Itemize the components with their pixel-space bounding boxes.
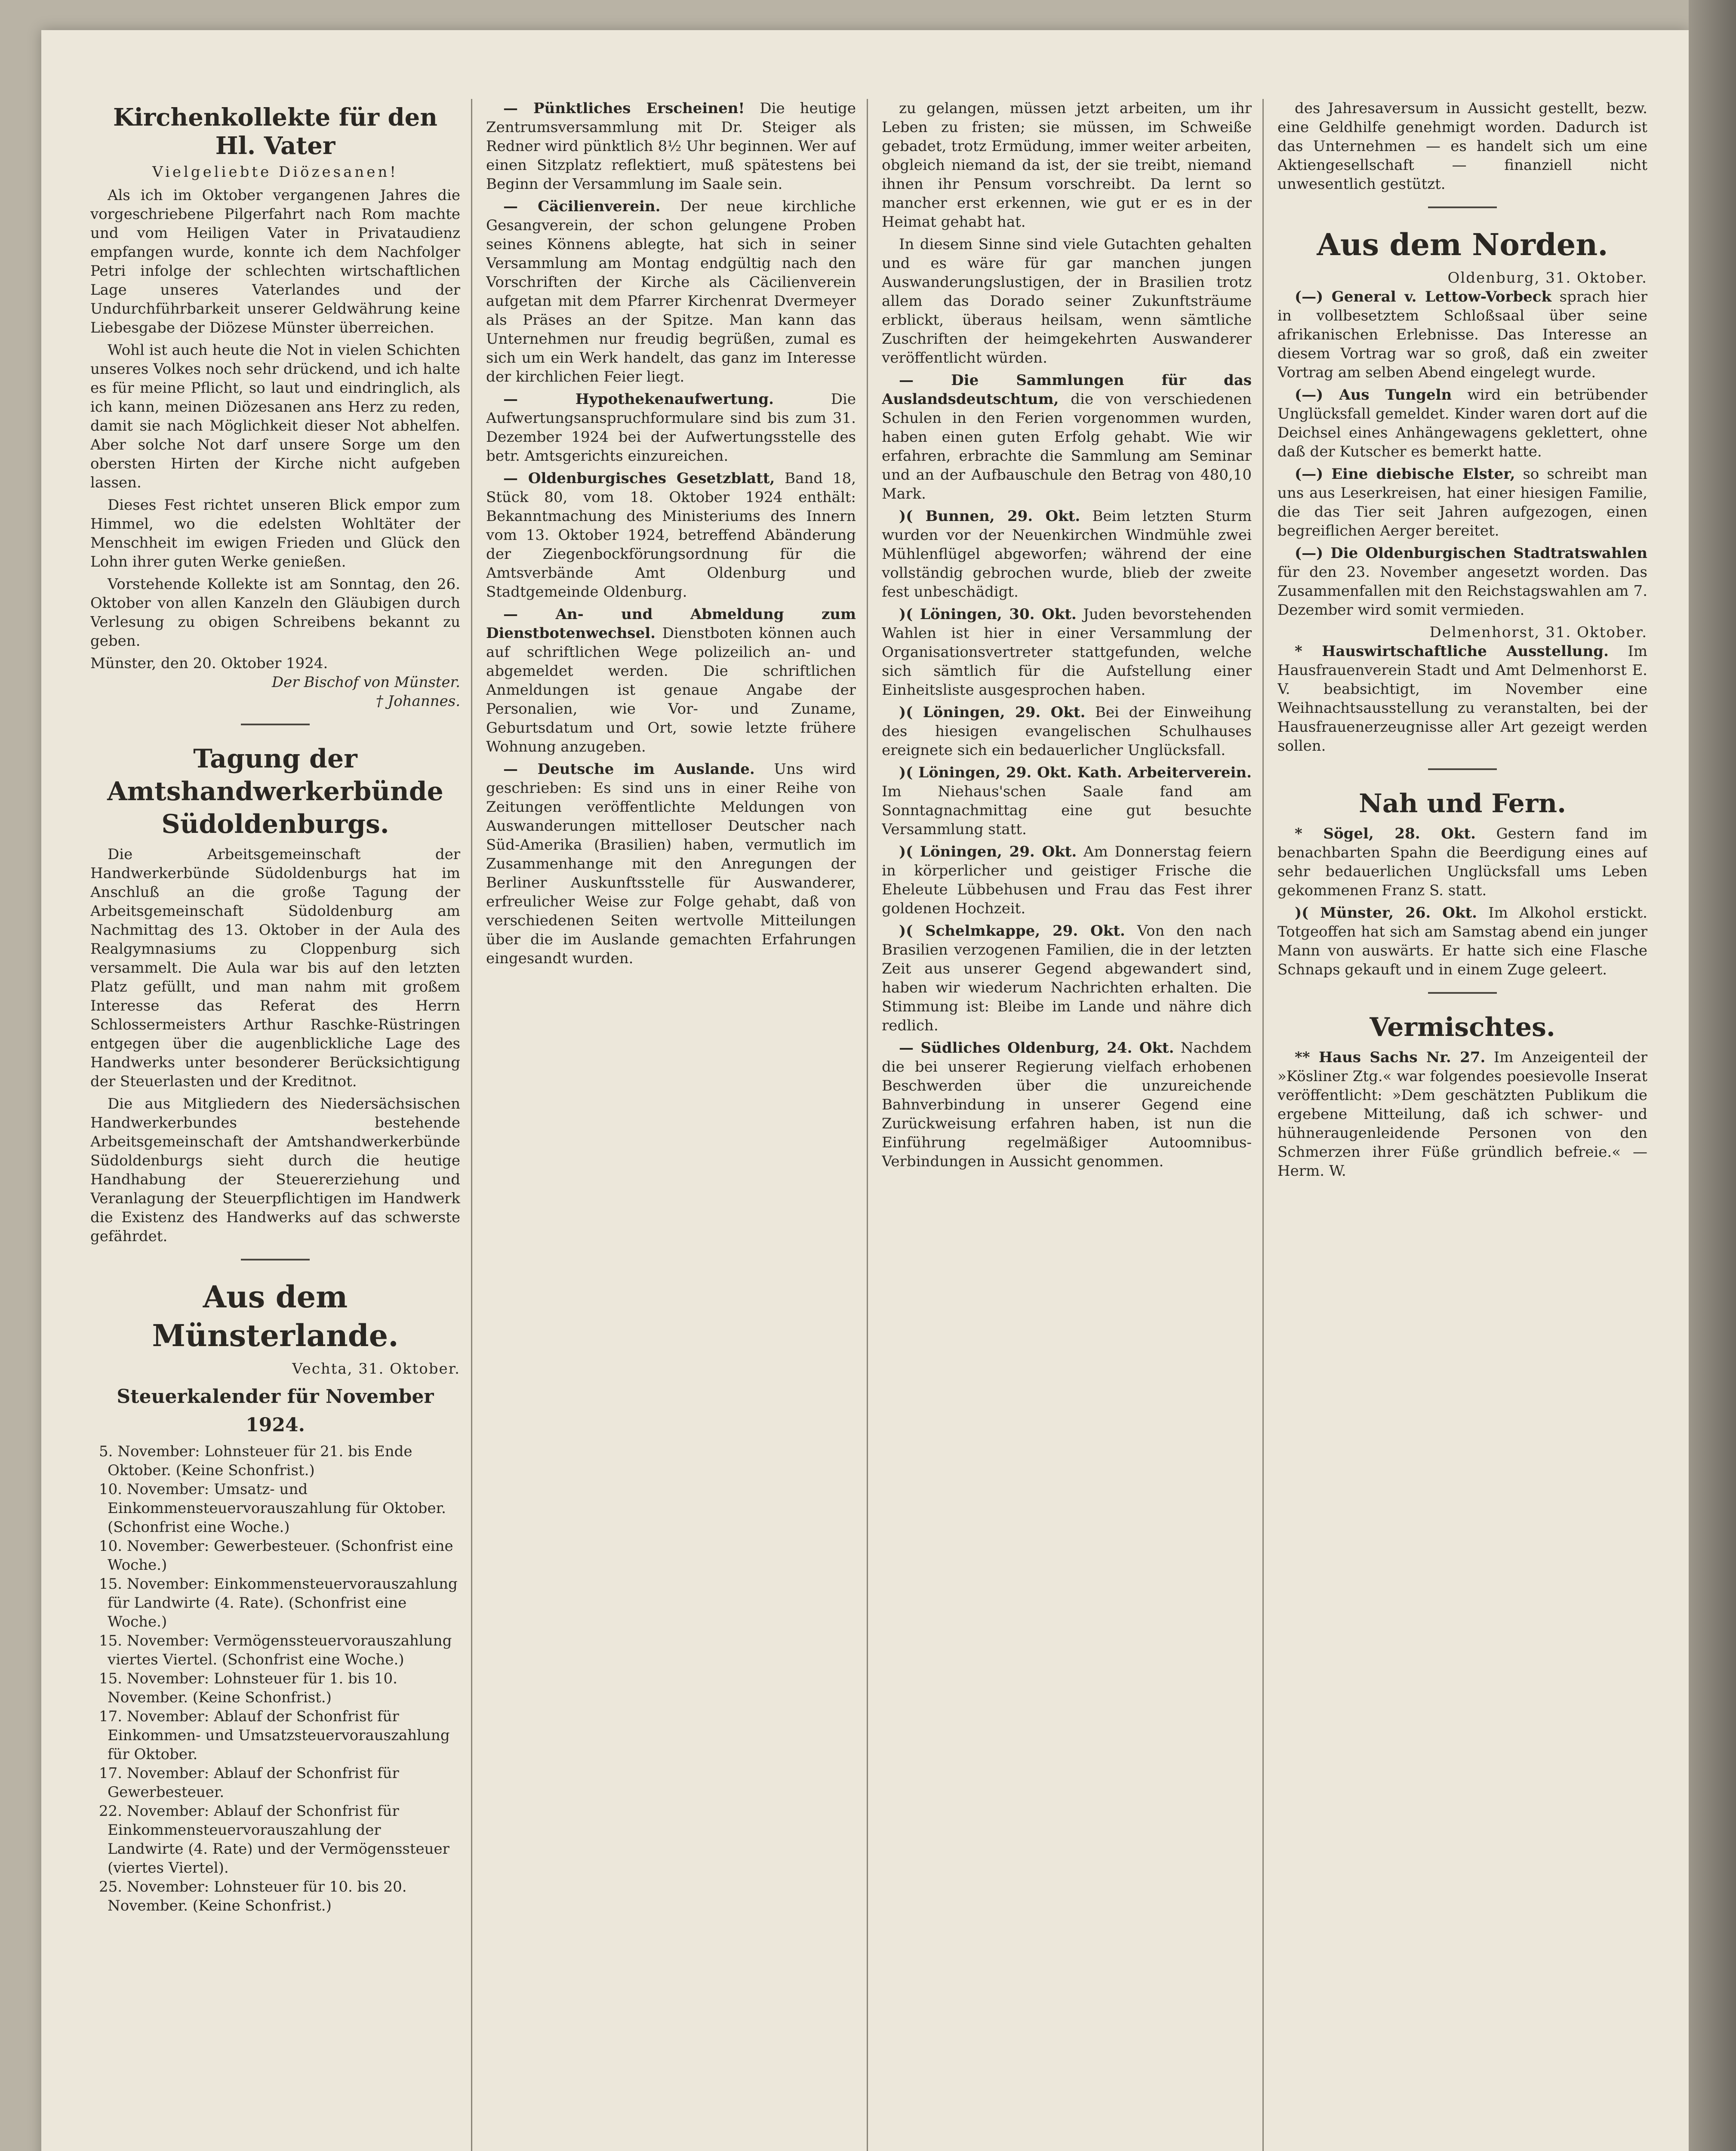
calendar-entry: 15. November: Lohnsteuer für 1. bis 10. November. (Keine Schonfrist.) [99,1670,397,1706]
item-lead: (—) General v. Lettow-Vorbeck [1295,288,1552,305]
item-lead: — Cäcilienverein. [503,198,661,215]
news-item [882,507,1252,601]
calendar-title: Steuerkalender für November 1924. [117,1386,434,1436]
article-paragraph: Als ich im Oktober vergangenen Jahres die vorgeschriebene Pilgerfahrt nach Rom machte und vom Heiligen Vater in Privataudienz empfangen wurde, konnte ich dem Nachfolger Petri infolge der schlechten wirtschaftlichen Lage unseres Vaterlandes und der Undurchführbarkeit unserer Geldwährung keine Liebesgabe der Diözese Münster überreichen. [90,187,460,336]
news-item [1277,824,1647,900]
item-text: Uns wird geschrieben: Es sind uns in einer Reihe von Zeitungen veröffentlichte Meldungen von Auswanderungen mittelloser Deutscher nach Süd-Amerika (Brasilien) haben, vermutlich im Zusammenhange mit den Anregungen der Berliner Auskunftsstelle für Auswanderer, erfreulicher Weise zur Folge gehabt, daß von verschiedenen Seiten wertvolle Mitteilungen über die im Auslande gemachten Erfahrungen eingesandt wurden. [486,761,856,967]
news-item [1277,903,1647,979]
tax-calendar [90,1442,460,1915]
item-lead: )( Löningen, 30. Okt. [899,606,1077,623]
news-item [1277,465,1647,540]
item-lead: ** Haus Sachs Nr. 27. [1295,1049,1486,1066]
news-item [486,99,856,194]
item-lead: )( Löningen, 29. Okt. [899,843,1077,860]
item-text: Am Donnerstag feiern in körperlicher und geistiger Frische die Eheleute Lübbehusen und Frau das Fest ihrer goldenen Hochzeit. [882,843,1252,917]
column-rule [1262,99,1264,2151]
item-text: sprach hier in vollbesetztem Schloßsaal über seine afrikanischen Erlebnisse. Das Interesse an diesem Vortrag war so groß, daß ein zweiter Vortrag am selben Abend eingelegt wurde. [1277,288,1647,381]
article-paragraph: des Jahresaversum in Aussicht gestellt, bezw. eine Geldhilfe genehmigt worden. Dadurch ist das Unternehmen — es handelt sich um eine Aktiengesellschaft — finanziell nicht unwesentlich gestützt. [1277,100,1647,193]
news-item [486,760,856,968]
item-text: Beim letzten Sturm wurden vor der Neuenkirchen Windmühle zwei Mühlenflügel abgeworfen; während der eine vollständig gebrochen wurde, blieb der zweite fest unbeschädigt. [882,508,1252,601]
item-lead: — Hypothekenaufwertung. [503,391,774,408]
dateline: Oldenburg, 31. Oktober. [1447,269,1647,287]
item-lead: * Hauswirtschaftliche Ausstellung. [1295,643,1609,660]
item-lead: — An- und Abmeldung zum Dienstbotenwechsel. [486,606,856,642]
article-paragraph: In diesem Sinne sind viele Gutachten gehalten und es wäre für gar manchen jungen Auswanderungslustigen, der in Brasilien trotz allem das Dorado seiner Zukunftsträume erblickt, überaus heilsam, wenn sämtliche Zuschriften der heimgekehrten Auswanderer veröffentlicht würden. [882,236,1252,367]
section-headline: Aus dem Münsterlande. [152,1279,399,1353]
item-text: Die Aufwertungsanspruchformulare sind bis zum 31. Dezember 1924 bei der Aufwertungsstelle des betr. Amtsgerichts einzureichen. [486,391,856,465]
item-lead: — Pünktliches Erscheinen! [503,100,745,117]
calendar-entry: 17. November: Ablauf der Schonfrist für Einkommen- und Umsatzsteuervorauszahlung für Oktober. [99,1708,450,1763]
news-item [882,1039,1252,1171]
item-text: Nachdem die bei unserer Regierung vielfach erhobenen Beschwerden über die unzureichende Bahnverbindung in unserer Gegend eine Zurückweisung erfahren haben, ist nun die Einführung regelmäßiger Autoomnibus-Verbindungen in Aussicht genommen. [882,1039,1252,1170]
news-item [486,197,856,386]
item-lead: )( Münster, 26. Okt. [1295,904,1477,921]
column-2 [486,99,856,2151]
item-lead: — Oldenburgisches Gesetzblatt, [503,470,775,487]
item-lead: )( Bunnen, 29. Okt. [899,508,1080,525]
place-date: Münster, den 20. Oktober 1924. [90,655,328,672]
section-headline: Nah und Fern. [1359,789,1566,819]
news-item [1277,287,1647,382]
item-text: Bei der Einweihung des hiesigen evangelischen Schulhauses ereignete sich ein bedauerlicher Unglücksfall. [882,704,1252,759]
news-item [882,921,1252,1035]
news-item [882,703,1252,760]
section-headline: Aus dem Norden. [1317,227,1608,262]
calendar-entry: 10. November: Gewerbesteuer. (Schonfrist eine Woche.) [99,1538,453,1574]
item-text: Die heutige Zentrumsversammlung mit Dr. Steiger als Redner wird pünktlich 8½ Uhr beginnen. Wer auf einen Sitzplatz reflektiert, muß spätestens bei Beginn der Versammlung im Saale sein. [486,100,856,193]
item-lead: * Sögel, 28. Okt. [1295,825,1476,842]
calendar-entry: 10. November: Umsatz- und Einkommensteuervorauszahlung für Oktober. (Schonfrist eine Woche.) [99,1481,446,1536]
calendar-entry: 25. November: Lohnsteuer für 10. bis 20. November. (Keine Schonfrist.) [99,1878,407,1914]
news-item [1277,385,1647,461]
news-item [1277,1048,1647,1180]
item-text: Im Niehaus'schen Saale fand am Sonntagnachmittag eine gut besuchte Versammlung statt. [882,783,1252,838]
article-paragraph: Die Arbeitsgemeinschaft der Handwerkerbünde Südoldenburgs hat im Anschluß an die große Tagung der Arbeitsgemeinschaft Südoldenburg am Nachmittag des 13. Oktober in der Aula des Realgymnasiums zu Cloppenburg sich versammelt. Die Aula war bis auf den letzten Platz gefüllt, und man nahm mit großem Interesse das Referat des Herrn Schlossermeisters Arthur Raschke-Rüstringen entgegen über die augenblickliche Lage des Handwerks unter besonderer Berücksichtigung der Steuerlasten und der Kreditnot. [90,846,460,1090]
article-paragraph: Die aus Mitgliedern des Niedersächsischen Handwerkerbundes bestehende Arbeitsgemeinschaft der Amtshandwerkerbünde Südoldenburgs sieht durch die heutige Handhabung der Steuererziehung und Veranlagung der Steuerpflichtigen im Handwerk die Existenz des Handwerks auf das schwerste gefährdet. [90,1095,460,1245]
news-item [882,605,1252,700]
calendar-entry: 15. November: Einkommensteuervorauszahlung für Landwirte (4. Rate). (Schonfrist eine Woche.) [99,1575,458,1630]
section-headline: Vermischtes. [1370,1012,1555,1042]
dateline: Delmenhorst, 31. Oktober. [1429,624,1647,641]
article-subheadline: Vielgeliebte Diözesanen! [152,163,398,181]
news-item [486,605,856,756]
article-paragraph: Vorstehende Kollekte ist am Sonntag, den 26. Oktober von allen Kanzeln den Gläubigen durch Verlesung zu obigen Schreibens bekannt zu geben. [90,576,460,650]
article-headline: Tagung der Amtshandwerkerbünde Südoldenburgs. [107,744,443,839]
column-3 [882,99,1252,2151]
item-lead: — Die Sammlungen für das Auslandsdeutschtum, [882,372,1252,408]
section-separator [1428,206,1497,208]
item-text: Im Anzeigenteil der »Kösliner Ztg.« war folgendes poesievolle Inserat veröffentlicht: »Dem geschätzten Publikum die ergebene Mitteilung, daß ich schwer- und hühneraugenleidende Personen von den Schmerzen ihrer Füße gründlich befreie.« — Herm. W. [1277,1049,1647,1180]
section-separator [241,1259,310,1260]
column-rule [471,99,472,2151]
item-text: Von den nach Brasilien verzogenen Familien, die in der letzten Zeit aus unserer Gegend abgewandert sind, haben wir wiederum Nachrichten erhalten. Die Stimmung ist: Bleibe im Lande und nähre dich redlich. [882,922,1252,1034]
item-text: Der neue kirchliche Gesangverein, der schon gelungene Proben seines Könnens ablegte, hat sich in seiner Versammlung am Montag endgültig nach den Vorschriften der Kirche als Cäcilienverein aufgetan mit dem Pfarrer Kirchenrat Dvermeyer als Präses an der Spitze. Man kann das Unternehmen nur freudig begrüßen, zumal es sich um ein Werk handelt, das ganz im Interesse der kirchlichen Feier liegt. [486,198,856,385]
article-paragraph: Wohl ist auch heute die Not in vielen Schichten unseres Volkes noch sehr drückend, und ich halte es für meine Pflicht, so laut und eindringlich, als ich kann, meinen Diözesanen ans Herz zu reden, damit sie nach Möglichkeit dieser Not abhelfen. Aber solche Not darf unsere Sorge um den obersten Hirten der Kirche nicht aufgeben lassen. [90,342,460,491]
article-headline: Kirchenkollekte für den Hl. Vater [113,103,438,160]
binding-edge [1689,0,1736,2151]
item-lead: (—) Aus Tungeln [1295,386,1452,404]
news-item [1277,544,1647,619]
item-lead: )( Löningen, 29. Okt. [899,704,1086,721]
article-paragraph: zu gelangen, müssen jetzt arbeiten, um ihr Leben zu fristen; sie müssen, im Schweiße gebadet, trotz Ermüdung, immer weiter arbeiten, obgleich niemand da ist, der sie treibt, niemand ihnen ihr Pensum vorschreibt. Da lernt so mancher erst erkennen, wie gut er es in der Heimat gehabt hat. [882,100,1252,231]
item-text: für den 23. November angesetzt worden. Das Zusammenfallen mit den Reichstagswahlen am 7. Dezember wird somit vermieden. [1277,564,1647,619]
item-text: Im Alkohol erstickt. Totgeoffen hat sich am Samstag abend ein junger Mann von auswärts. Er hatte sich eine Flasche Schnaps gekauft und in einem Zuge geleert. [1277,904,1647,978]
item-text: Juden bevorstehenden Wahlen ist hier in einer Versammlung der Organisationsvertreter stattgefunden, welche sich sämtlich für die Aufstellung einer Einheitsliste ausgesprochen haben. [882,606,1252,699]
signature: Der Bischof von Münster. [271,674,460,691]
signature: † Johannes. [376,693,460,710]
calendar-entry: 5. November: Lohnsteuer für 21. bis Ende Oktober. (Keine Schonfrist.) [99,1443,412,1479]
item-lead: — Deutsche im Auslande. [503,761,755,778]
news-item [1277,642,1647,755]
item-lead: (—) Die Oldenburgischen Stadtratswahlen [1295,545,1647,562]
calendar-entry: 17. November: Ablauf der Schonfrist für Gewerbesteuer. [99,1765,399,1801]
item-text: Im Hausfrauenverein Stadt und Amt Delmenhorst E. V. beabsichtigt, im November eine Weihnachtsausstellung zu veranstalten, bei der Hausfrauenerzeugnisse aller Art gezeigt werden sollen. [1277,643,1647,755]
calendar-entry: 15. November: Vermögenssteuervorauszahlung viertes Viertel. (Schonfrist eine Woche.) [99,1632,452,1668]
dateline: Vechta, 31. Oktober. [292,1360,460,1378]
item-text: die von verschiedenen Schulen in den Ferien vorgenommen wurden, haben einen guten Erfolg gehabt. Wie wir erfahren, erbrachte die Sammlung am Seminar und an der Aufbauschule den Betrag von 480,10 Mark. [882,391,1252,502]
column-4 [1277,99,1647,2151]
item-lead: )( Löningen, 29. Okt. Kath. Arbeiterverein. [899,764,1252,781]
section-separator [241,724,310,725]
item-text: wird ein betrübender Unglücksfall gemeldet. Kinder waren dort auf die Deichsel eines Anhängewagens geklettert, ohne daß der Kutscher es bemerkt hatte. [1277,386,1647,460]
article-paragraph: Dieses Fest richtet unseren Blick empor zum Himmel, wo die edelsten Wohltäter der Menschheit im ewigen Frieden und Glück den Lohn ihrer guten Werke genießen. [90,496,460,570]
item-lead: (—) Eine diebische Elster, [1295,465,1515,483]
item-text: so schreibt man uns aus Leserkreisen, hat einer hiesigen Familie, die das Tier seit Jahren aufgezogen, einen begreiflichen Aerger bereitet. [1277,465,1647,539]
news-item [486,390,856,465]
item-lead: )( Schelmkappe, 29. Okt. [899,922,1125,940]
news-item [882,371,1252,503]
news-item [486,469,856,601]
column-1 [90,99,460,2151]
section-separator [1428,768,1497,770]
news-item [882,763,1252,839]
item-text: Gestern fand im benachbarten Spahn die Beerdigung eines auf sehr bedauerlichen Unglücksfall ums Leben gekommenen Franz S. statt. [1277,825,1647,899]
section-separator [1428,992,1497,994]
item-text: Band 18, Stück 80, vom 18. Oktober 1924 enthält: Bekanntmachung des Ministeriums des Innern vom 13. Oktober 1924, betreffend Abänderung der Ziegenbockförungsordnung für die Amtsverbände Amt Oldenburg und Stadtgemeinde Oldenburg. [486,470,856,601]
item-lead: — Südliches Oldenburg, 24. Okt. [899,1039,1174,1057]
item-text: Dienstboten können auch auf schriftlichen Wege polizeilich an- und abgemeldet werden. Die schriftlichen Anmeldungen ist genaue Angabe der Personalien, wie Vor- und Zuname, Geburtsdatum und Ort, sowie letzte frühere Wohnung anzugeben. [486,625,856,755]
news-item [882,842,1252,918]
column-rule [867,99,868,2151]
calendar-entry: 22. November: Ablauf der Schonfrist für Einkommensteuervorauszahlung der Landwirte (4. Rate) und der Vermögenssteuer (viertes Viertel). [99,1803,449,1877]
